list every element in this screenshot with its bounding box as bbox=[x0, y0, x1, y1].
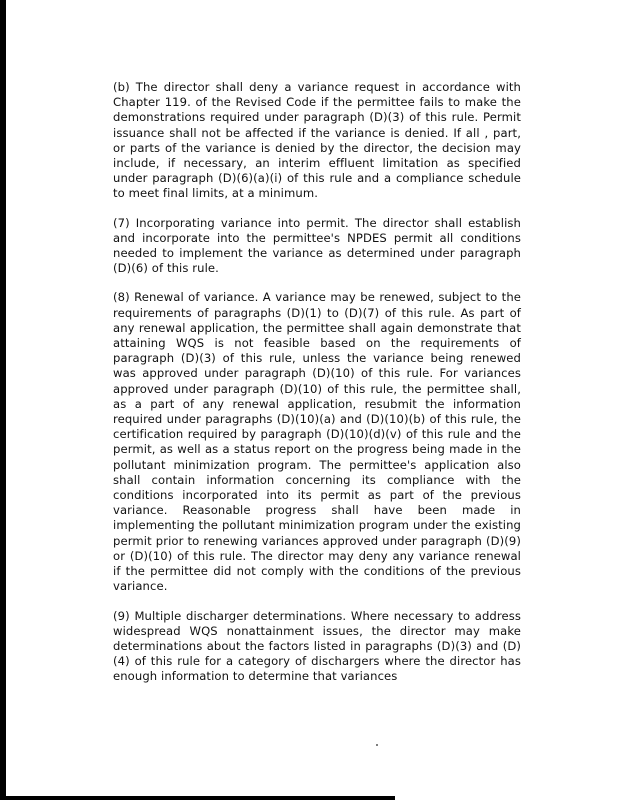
document-body bbox=[113, 80, 521, 699]
scan-left-border bbox=[0, 0, 6, 800]
scan-speck bbox=[376, 744, 378, 746]
paragraph-b-deny-variance: (b) The director shall deny a variance request in accordance with Chapter 119. of the Revised Code if the permittee fails to make the demonstrations required under paragraph (D)(3) of this rule. Permit issuance shall not be affected if the variance is denied. If all , part, or parts of the variance is denied by the director, the decision may include, if necessary, an interim effluent limitation as specified under paragraph (D)(6)(a)(i) of this rule and a compliance schedule to meet final limits, at a minimum. bbox=[113, 80, 521, 201]
paragraph-9-multiple-discharger: (9) Multiple discharger determinations. Where necessary to address widespread WQS nonattainment issues, the director may make determinations about the factors listed in paragraphs (D)(3) and (D)(4) of this rule for a category of dischargers where the director has enough information to determine that variances bbox=[113, 608, 521, 684]
paragraph-8-renewal-of-variance: (8) Renewal of variance. A variance may be renewed, subject to the requirements of paragraphs (D)(1) to (D)(7) of this rule. As part of any renewal application, the permittee shall again demonstrate that attaining WQS is not feasible based on the requirements of paragraph (D)(3) of this rule, unless the variance being renewed was approved under paragraph (D)(10) of this rule. For variances approved under paragraph (D)(10) of this rule, the permittee shall, as a part of any renewal application, resubmit the information required under paragraphs (D)(10)(a) and (D)(10)(b) of this rule, the certification required by paragraph (D)(10)(d)(v) of this rule and the permit, as well as a status report on the progress being made in the pollutant minimization program. The permittee's application also shall contain information concerning its compliance with the conditions incorporated into its permit as part of the previous variance. Reasonable progress shall have been made in implementing the pollutant minimization program under the existing permit prior to renewing variances approved under paragraph (D)(9) or (D)(10) of this rule. The director may deny any variance renewal if the permittee did not comply with the conditions of the previous variance. bbox=[113, 290, 521, 594]
scan-bottom-border bbox=[0, 796, 395, 800]
paragraph-7-incorporating-variance: (7) Incorporating variance into permit. The director shall establish and incorporate into the permittee's NPDES permit all conditions needed to implement the variance as determined under paragraph (D)(6) of this rule. bbox=[113, 215, 521, 276]
